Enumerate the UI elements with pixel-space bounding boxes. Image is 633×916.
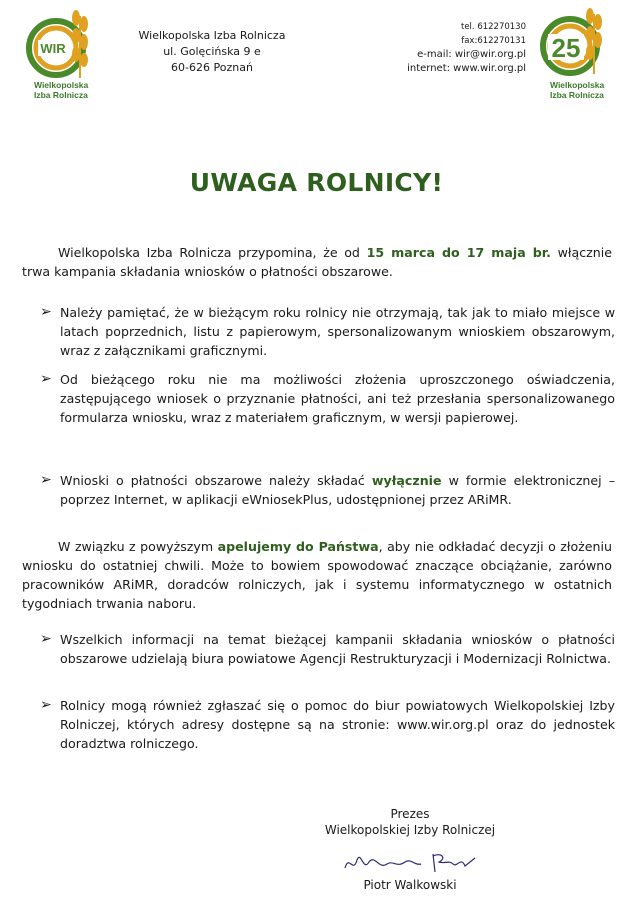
- arrow-bullet-icon: ➢: [40, 371, 52, 387]
- page-title: UWAGA ROLNICY!: [189, 168, 444, 197]
- intro-paragraph: Wielkopolska Izba Rolnicza przypomina, że od 15 marca do 17 maja br. włącznie trwa kampania składania wniosków o płatności obszarowe.: [22, 245, 612, 279]
- signatory-org: Wielkopolskiej Izby Rolniczej: [324, 823, 496, 837]
- appeal-highlight: apelujemy do Państwa: [217, 539, 379, 554]
- address-block: Wielkopolska Izba Rolnicza ul. Golęcińska 9 e 60-626 Poznań: [138, 29, 286, 74]
- arrow-bullet-icon: ➢: [40, 697, 52, 713]
- logo-right-caption: Wielkopolska Izba Rolnicza: [550, 80, 605, 100]
- email: e-mail: wir@wir.org.pl: [417, 49, 526, 60]
- arrow-bullet-icon: ➢: [40, 631, 52, 647]
- logo-left-caption: Wielkopolska Izba Rolnicza: [34, 80, 89, 100]
- contact-block: [380, 20, 526, 76]
- internet: internet: www.wir.org.pl: [407, 63, 526, 74]
- svg-text:25: 25: [551, 33, 581, 63]
- signature-scribble-icon: [335, 846, 495, 880]
- svg-text:WIR: WIR: [40, 41, 66, 56]
- arrow-bullet-icon: ➢: [40, 304, 52, 320]
- signatory-role: Prezes: [390, 807, 430, 821]
- handwritten-signature: [335, 846, 495, 880]
- wir-logo-right: [530, 8, 630, 108]
- arrow-bullet-icon: ➢: [40, 472, 52, 488]
- wir-logo-left: [14, 8, 114, 108]
- date-highlight: 15 marca do 17 maja br.: [366, 245, 551, 260]
- signature-block: [300, 806, 520, 838]
- tel: tel. 612270130: [461, 22, 526, 32]
- appeal-paragraph: W związku z powyższym apelujemy do Państwa, aby nie odkładać decyzji o złożeniu wniosku do ostatniej chwili. Może to bowiem spowodować znaczące obciążanie, zarówno pracowników ARiMR, doradców rolniczych, jak i systemu informatycznego w ostatnich tygodniach trwania naboru.: [22, 539, 613, 611]
- emphasis-wylacznie: wyłącznie: [371, 473, 442, 488]
- signatory-name: Piotr Walkowski: [363, 878, 457, 892]
- fax: fax:612270131: [461, 36, 526, 46]
